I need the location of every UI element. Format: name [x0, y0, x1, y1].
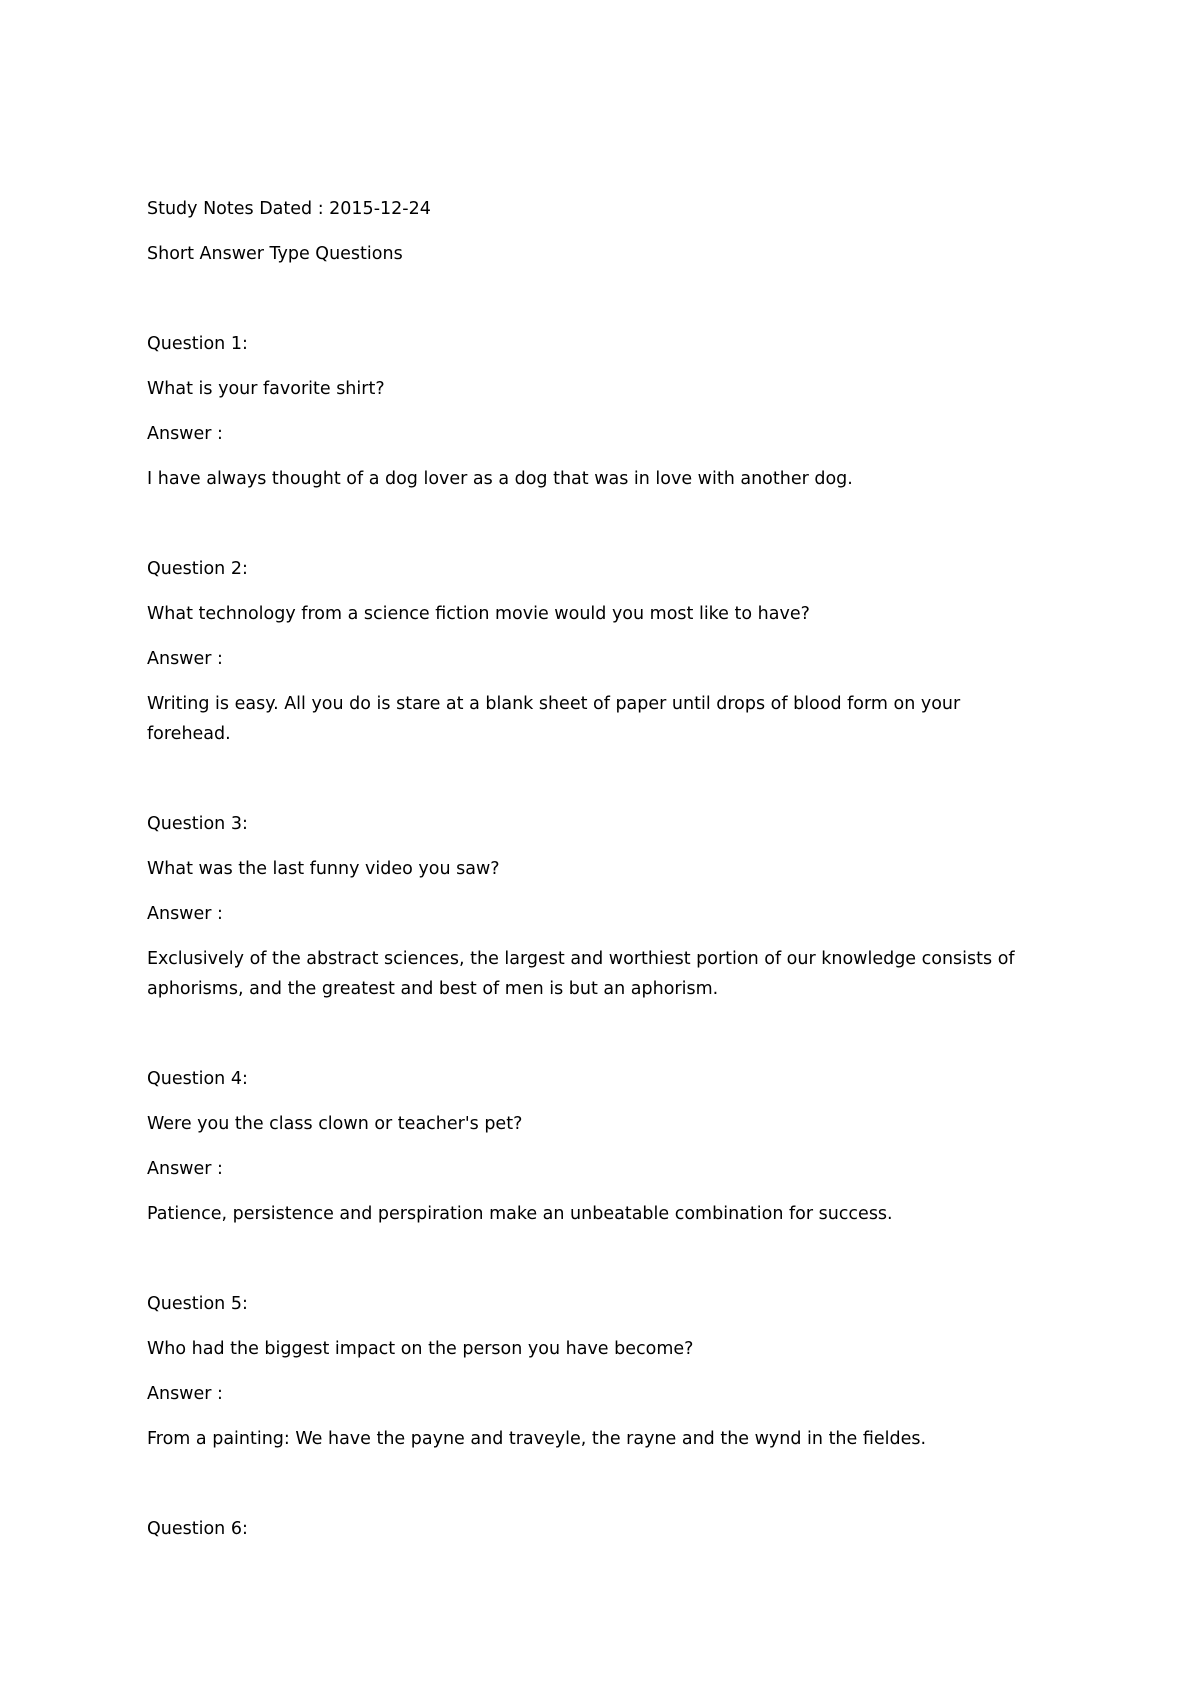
- question-label-6: Question 6:: [147, 1519, 248, 1539]
- answer-label: Answer :: [147, 424, 223, 444]
- answer-label: Answer :: [147, 904, 223, 924]
- question-block-1: [147, 329, 1047, 494]
- answer-label: Answer :: [147, 1384, 223, 1404]
- question-label: Question 4:: [147, 1069, 248, 1089]
- answer-label: Answer :: [147, 1159, 223, 1179]
- question-label: Question 2:: [147, 559, 248, 579]
- question-text: What is your favorite shirt?: [147, 379, 385, 399]
- answer-text: Exclusively of the abstract sciences, the largest and worthiest portion of our knowledge consists of aphorisms, and the greatest and best of men is but an aphorism.: [147, 949, 1021, 999]
- question-text: What technology from a science fiction movie would you most like to have?: [147, 604, 810, 624]
- document-title: Short Answer Type Questions: [147, 244, 403, 264]
- answer-text: Writing is easy. All you do is stare at a blank sheet of paper until drops of blood form on your forehead.: [147, 694, 966, 744]
- question-text: What was the last funny video you saw?: [147, 859, 500, 879]
- document-content: [147, 194, 1047, 1559]
- question-block-5: [147, 1289, 1047, 1454]
- question-label: Question 5:: [147, 1294, 248, 1314]
- answer-text: Patience, persistence and perspiration make an unbeatable combination for success.: [147, 1204, 893, 1224]
- answer-text: I have always thought of a dog lover as a dog that was in love with another dog.: [147, 469, 853, 489]
- question-block-2: [147, 554, 1047, 749]
- question-text: Were you the class clown or teacher's pet?: [147, 1114, 523, 1134]
- answer-label: Answer :: [147, 649, 223, 669]
- question-block-4: [147, 1064, 1047, 1229]
- question-text: Who had the biggest impact on the person you have become?: [147, 1339, 694, 1359]
- study-notes-date: Study Notes Dated : 2015-12-24: [147, 199, 431, 219]
- answer-text: From a painting: We have the payne and traveyle, the rayne and the wynd in the fieldes.: [147, 1429, 927, 1449]
- question-label: Question 3:: [147, 814, 248, 834]
- question-block-3: [147, 809, 1047, 1004]
- question-label: Question 1:: [147, 334, 248, 354]
